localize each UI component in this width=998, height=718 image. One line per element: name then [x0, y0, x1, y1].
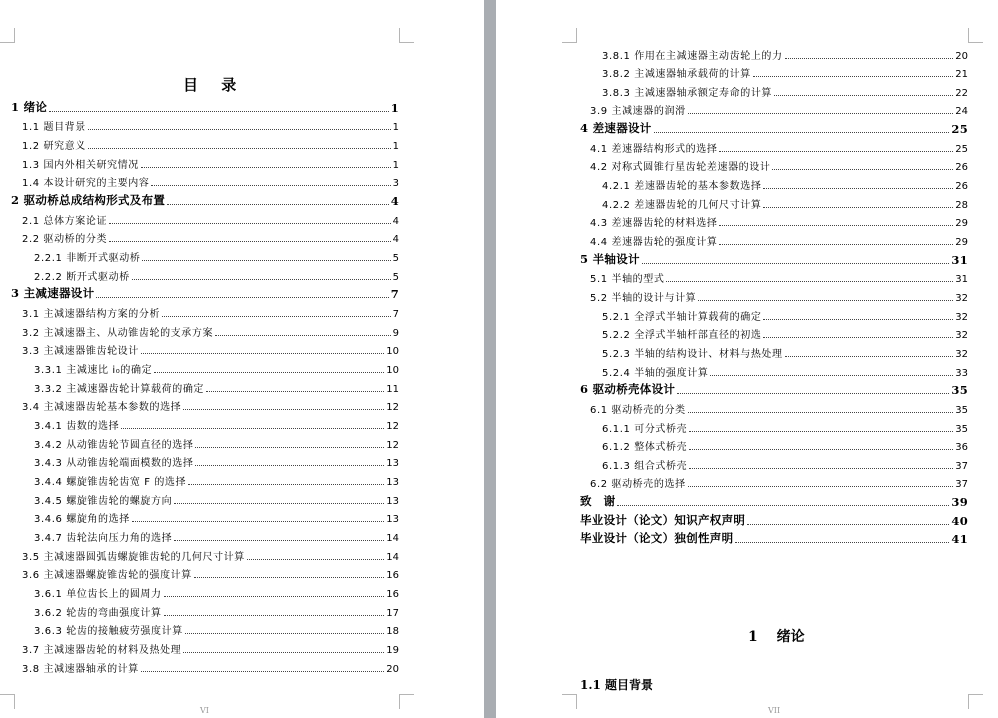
toc-entry[interactable] [590, 401, 968, 416]
dot-leader [174, 540, 384, 541]
toc-entry-page: 18 [386, 626, 399, 638]
toc-entry[interactable] [590, 214, 968, 229]
toc-entry-title: 3.3 主减速器锥齿轮设计 [22, 346, 139, 358]
toc-entry[interactable] [580, 382, 968, 397]
toc-entry-title: 3.8 主减速器轴承的计算 [22, 663, 139, 675]
toc-entry-page: 12 [386, 420, 399, 432]
toc-entry[interactable] [34, 380, 399, 395]
dot-leader [151, 185, 390, 186]
toc-entry-title: 6.1 驱动桥壳的分类 [590, 404, 686, 416]
dot-leader [763, 188, 953, 189]
dot-leader [188, 484, 384, 485]
toc-entry-title: 5.1 半轴的型式 [590, 274, 665, 286]
toc-entry-page: 19 [386, 644, 399, 656]
toc-entry-page: 10 [386, 364, 399, 376]
toc-entry-title: 3.7 主减速器齿轮的材料及热处理 [22, 644, 182, 656]
toc-entry[interactable] [34, 473, 399, 488]
toc-entry[interactable] [22, 156, 399, 171]
toc-entry-page: 35 [955, 423, 968, 435]
dot-leader [132, 521, 384, 522]
toc-entry[interactable] [602, 457, 968, 472]
dot-leader [677, 393, 949, 394]
dot-leader [689, 468, 953, 469]
toc-entry-page: 31 [951, 252, 968, 267]
toc-entry-title: 4.4 差速器齿轮的强度计算 [590, 237, 718, 248]
dot-leader [162, 316, 391, 317]
dot-leader [785, 58, 954, 59]
dot-leader [132, 279, 391, 280]
dot-leader [49, 111, 388, 112]
toc-entry-title: 1.3 国内外相关研究情况 [22, 159, 139, 171]
margin-corner-mark [399, 28, 414, 43]
toc-entry-page: 10 [386, 346, 399, 358]
toc-entry-page: 4 [392, 234, 399, 246]
toc-entry[interactable] [34, 510, 399, 525]
toc-entry[interactable] [34, 622, 399, 637]
page-number: VII [768, 706, 781, 715]
toc-entry[interactable] [602, 196, 968, 211]
dot-leader [688, 113, 954, 114]
margin-corner-mark [968, 694, 983, 709]
toc-entry-page: 32 [955, 330, 968, 342]
toc-entry[interactable] [602, 364, 968, 379]
toc-entry-title: 4.1 差速器结构形式的选择 [590, 143, 718, 155]
toc-entry[interactable] [34, 249, 399, 264]
toc-entry[interactable] [590, 140, 968, 155]
toc-entry[interactable] [22, 342, 399, 357]
toc-entry[interactable] [34, 604, 399, 619]
dot-leader [710, 375, 953, 376]
toc-entry-title: 2.1 总体方案论证 [22, 215, 108, 227]
margin-corner-mark [0, 28, 15, 43]
toc-entry-page: 4 [392, 215, 399, 227]
toc-entry-title: 6.1.1 可分式桥壳 [602, 423, 688, 435]
dot-leader [763, 207, 953, 208]
toc-entry-page: 11 [386, 383, 399, 395]
dot-leader [109, 223, 391, 224]
dot-leader [772, 169, 953, 170]
toc-entry-page: 14 [386, 551, 399, 563]
toc-entry[interactable] [602, 177, 968, 192]
toc-entry-page: 32 [955, 311, 968, 323]
toc-entry-title: 3.4.3 从动锥齿轮端面模数的选择 [34, 458, 194, 470]
toc-entry[interactable] [602, 420, 968, 435]
dot-leader [753, 76, 953, 77]
toc-entry-title: 5.2.3 半轴的结构设计、材料与热处理 [602, 348, 783, 360]
toc-entry-page: 20 [386, 663, 399, 675]
toc-entry-page: 32 [955, 292, 968, 304]
toc-entry-title: 4.2.2 差速器齿轮的几何尺寸计算 [602, 199, 762, 211]
toc-entry-title: 3.9 主减速器的润滑 [590, 106, 686, 118]
toc-entry-page: 1 [390, 100, 399, 115]
toc-entry-page: 20 [955, 50, 968, 62]
toc-entry-page: 3 [392, 178, 399, 190]
dot-leader [666, 281, 953, 282]
dot-leader [735, 542, 949, 543]
toc-entry-page: 41 [951, 532, 968, 547]
toc-entry-page: 7 [390, 287, 399, 302]
toc-entry[interactable] [22, 305, 399, 320]
toc-entry-title: 3.4.7 齿轮法向压力角的选择 [34, 532, 173, 544]
toc-entry-title: 毕业设计（论文）独创性声明 [580, 531, 734, 546]
toc-entry-title: 3.6 主减速器螺旋锥齿轮的强度计算 [22, 570, 192, 582]
toc-entry-page: 12 [386, 402, 399, 414]
toc-entry-page: 39 [951, 495, 968, 510]
toc-entry[interactable] [34, 361, 399, 376]
toc-entry[interactable] [34, 436, 399, 451]
dot-leader [164, 596, 385, 597]
toc-entry-title: 4 差速器设计 [580, 121, 652, 136]
dot-leader [141, 353, 384, 354]
toc-entry-page: 29 [955, 237, 968, 248]
toc-entry-title: 1 绪论 [11, 99, 48, 114]
toc-entry[interactable] [590, 475, 968, 490]
dot-leader [96, 297, 388, 298]
toc-entry[interactable] [590, 289, 968, 304]
toc-entry-title: 3.4.6 螺旋角的选择 [34, 514, 130, 526]
toc-entry-title: 3.8.2 主减速器轴承载荷的计算 [602, 69, 751, 81]
toc-entry-page: 29 [955, 218, 968, 230]
toc-entry-title: 5.2 半轴的设计与计算 [590, 292, 697, 304]
toc-entry-title: 3.8.1 作用在主减速器主动齿轮上的力 [602, 50, 783, 62]
toc-entry-page: 35 [951, 383, 968, 398]
toc-entry-title: 3.4.4 螺旋锥齿轮齿宽 F 的选择 [34, 476, 187, 488]
chapter-heading: 1 绪论 [748, 629, 805, 645]
toc-entry-page: 13 [386, 458, 399, 470]
dot-leader [215, 335, 391, 336]
dot-leader [617, 505, 949, 506]
toc-entry[interactable] [22, 324, 399, 339]
toc-entry-title: 1.1 题目背景 [22, 122, 86, 134]
toc-entry[interactable] [580, 252, 968, 267]
toc-entry-title: 4.3 差速器齿轮的材料选择 [590, 218, 718, 230]
dot-leader [167, 204, 388, 205]
toc-entry-title: 3.6.1 单位齿长上的圆周力 [34, 588, 162, 600]
margin-corner-mark [968, 28, 983, 43]
toc-entry-page: 13 [386, 476, 399, 488]
toc-entry-title: 3.6.3 轮齿的接触疲劳强度计算 [34, 626, 183, 638]
margin-corner-mark [562, 28, 577, 43]
toc-entry-page: 9 [392, 327, 399, 339]
toc-entry-title: 3.4.5 螺旋锥齿轮的螺旋方向 [34, 495, 173, 507]
toc-entry[interactable] [11, 193, 399, 208]
dot-leader [164, 615, 385, 616]
toc-entry-title: 6.2 驱动桥壳的选择 [590, 479, 686, 491]
toc-entry-title: 3.3.1 主减速比 i₀的确定 [34, 364, 153, 376]
toc-entry[interactable] [590, 102, 968, 117]
toc-entry[interactable] [22, 230, 399, 245]
toc-entry[interactable] [602, 84, 968, 99]
dot-leader [719, 225, 953, 226]
toc-entry-page: 40 [951, 513, 968, 528]
toc-entry-page: 5 [392, 252, 399, 264]
toc-entry-title: 3.8.3 主减速器轴承额定寿命的计算 [602, 87, 773, 99]
dot-leader [88, 129, 391, 130]
toc-entry-page: 13 [386, 495, 399, 507]
right-page [496, 0, 998, 718]
margin-corner-mark [562, 694, 577, 709]
dot-leader [688, 412, 954, 413]
toc-entry-page: 25 [951, 122, 968, 137]
toc-entry[interactable] [22, 641, 399, 656]
toc-entry[interactable] [580, 513, 968, 528]
toc-title: 目 录 [183, 76, 246, 94]
toc-entry-page: 17 [386, 607, 399, 619]
toc-entry[interactable] [602, 326, 968, 341]
dot-leader [688, 486, 954, 487]
dot-leader [719, 244, 953, 245]
dot-leader [698, 300, 953, 301]
toc-entry-title: 6.1.3 组合式桥壳 [602, 460, 688, 472]
margin-corner-mark [0, 694, 15, 709]
toc-entry-title: 致 谢 [580, 494, 616, 509]
toc-entry-title: 6.1.2 整体式桥壳 [602, 442, 688, 454]
left-page [0, 0, 484, 718]
toc-entry-page: 35 [955, 404, 968, 416]
toc-entry-title: 2 驱动桥总成结构形式及布置 [11, 192, 166, 207]
dot-leader [642, 263, 950, 264]
toc-entry[interactable] [590, 158, 968, 173]
toc-entry[interactable] [602, 47, 968, 62]
toc-entry-title: 2.2.1 非断开式驱动桥 [34, 252, 141, 264]
toc-entry-page: 16 [386, 570, 399, 582]
toc-entry-page: 22 [955, 87, 968, 99]
dot-leader [195, 447, 384, 448]
toc-entry-page: 26 [955, 162, 968, 174]
toc-entry[interactable] [11, 286, 399, 301]
toc-entry-title: 3 主减速器设计 [11, 286, 95, 301]
toc-entry-page: 14 [386, 532, 399, 544]
toc-entry-title: 3.6.2 轮齿的弯曲强度计算 [34, 607, 162, 619]
toc-entry[interactable] [22, 137, 399, 152]
toc-entry-title: 2.2 驱动桥的分类 [22, 234, 108, 246]
toc-entry[interactable] [11, 100, 399, 115]
toc-entry-page: 1 [392, 122, 399, 134]
dot-leader [689, 449, 953, 450]
toc-entry-page: 21 [955, 69, 968, 81]
page-number: VI [200, 706, 209, 715]
toc-entry[interactable] [602, 308, 968, 323]
page-gap [484, 0, 496, 718]
dot-leader [194, 577, 384, 578]
toc-entry-title: 3.4.1 齿数的选择 [34, 420, 120, 432]
toc-entry[interactable] [602, 65, 968, 80]
toc-entry-page: 1 [392, 159, 399, 171]
toc-entry-title: 6 驱动桥壳体设计 [580, 382, 676, 397]
toc-entry-title: 3.2 主减速器主、从动锥齿轮的支承方案 [22, 327, 214, 339]
toc-entry-title: 2.2.2 断开式驱动桥 [34, 271, 130, 283]
dot-leader [654, 132, 950, 133]
dot-leader [142, 260, 390, 261]
toc-entry-title: 1.4 本设计研究的主要内容 [22, 178, 150, 190]
toc-entry-title: 3.4 主减速器齿轮基本参数的选择 [22, 402, 182, 414]
toc-entry-page: 28 [955, 199, 968, 211]
toc-entry-title: 4.2 对称式圆锥行星齿轮差速器的设计 [590, 162, 771, 174]
dot-leader [763, 337, 953, 338]
toc-entry-page: 13 [386, 514, 399, 526]
toc-entry[interactable] [22, 212, 399, 227]
dot-leader [141, 167, 391, 168]
toc-entry[interactable] [580, 494, 968, 509]
dot-leader [185, 633, 384, 634]
toc-entry-page: 5 [392, 271, 399, 283]
toc-entry[interactable] [22, 174, 399, 189]
dot-leader [121, 428, 384, 429]
dot-leader [109, 241, 391, 242]
toc-entry[interactable] [580, 531, 968, 546]
dot-leader [689, 431, 953, 432]
toc-entry[interactable] [590, 233, 968, 248]
toc-entry[interactable] [602, 345, 968, 360]
dot-leader [88, 148, 391, 149]
toc-entry-page: 7 [392, 308, 399, 320]
dot-leader [154, 372, 384, 373]
toc-entry-page: 1 [392, 140, 399, 152]
toc-entry-title: 3.5 主减速器圆弧齿螺旋锥齿轮的几何尺寸计算 [22, 551, 245, 563]
dot-leader [174, 503, 384, 504]
toc-entry-title: 5.2.1 全浮式半轴计算载荷的确定 [602, 311, 762, 323]
toc-entry[interactable] [22, 566, 399, 581]
dot-leader [183, 409, 384, 410]
toc-entry-page: 37 [955, 460, 968, 472]
toc-entry-page: 26 [955, 181, 968, 193]
toc-entry[interactable] [34, 454, 399, 469]
toc-entry-page: 16 [386, 588, 399, 600]
dot-leader [183, 652, 384, 653]
toc-entry-title: 3.1 主减速器结构方案的分析 [22, 308, 161, 320]
dot-leader [719, 151, 953, 152]
toc-entry-page: 37 [955, 479, 968, 491]
toc-entry-page: 4 [390, 193, 399, 208]
toc-entry[interactable] [602, 438, 968, 453]
toc-entry-page: 12 [386, 439, 399, 451]
toc-entry-title: 毕业设计（论文）知识产权声明 [580, 512, 746, 527]
dot-leader [247, 559, 384, 560]
section-heading: 1.1 题目背景 [580, 678, 654, 692]
toc-entry[interactable] [590, 270, 968, 285]
toc-entry[interactable] [22, 118, 399, 133]
toc-entry-title: 4.2.1 差速器齿轮的基本参数选择 [602, 181, 762, 193]
toc-entry[interactable] [34, 417, 399, 432]
toc-entry-page: 31 [955, 274, 968, 286]
toc-entry-title: 3.4.2 从动锥齿轮节圆直径的选择 [34, 439, 194, 451]
toc-entry-page: 36 [955, 442, 968, 454]
dot-leader [785, 356, 954, 357]
toc-entry-page: 33 [955, 367, 968, 379]
toc-entry[interactable] [580, 121, 968, 136]
toc-entry[interactable] [34, 268, 399, 283]
dot-leader [206, 391, 384, 392]
toc-entry[interactable] [22, 398, 399, 413]
toc-entry[interactable] [34, 585, 399, 600]
toc-entry-title: 5.2.2 全浮式半轴杆部直径的初选 [602, 330, 762, 342]
toc-entry-title: 5 半轴设计 [580, 251, 640, 266]
toc-entry-page: 32 [955, 348, 968, 360]
toc-entry-title: 5.2.4 半轴的强度计算 [602, 367, 709, 379]
dot-leader [763, 319, 953, 320]
toc-entry[interactable] [34, 529, 399, 544]
toc-entry[interactable] [34, 492, 399, 507]
toc-entry-page: 25 [955, 143, 968, 155]
toc-entry[interactable] [22, 548, 399, 563]
toc-entry-title: 1.2 研究意义 [22, 140, 86, 152]
dot-leader [774, 95, 953, 96]
margin-corner-mark [399, 694, 414, 709]
dot-leader [195, 465, 384, 466]
dot-leader [747, 524, 949, 525]
toc-entry-title: 3.3.2 主减速器齿轮计算载荷的确定 [34, 383, 205, 395]
toc-entry[interactable] [22, 660, 399, 675]
toc-entry-page: 24 [955, 106, 968, 118]
dot-leader [141, 671, 384, 672]
